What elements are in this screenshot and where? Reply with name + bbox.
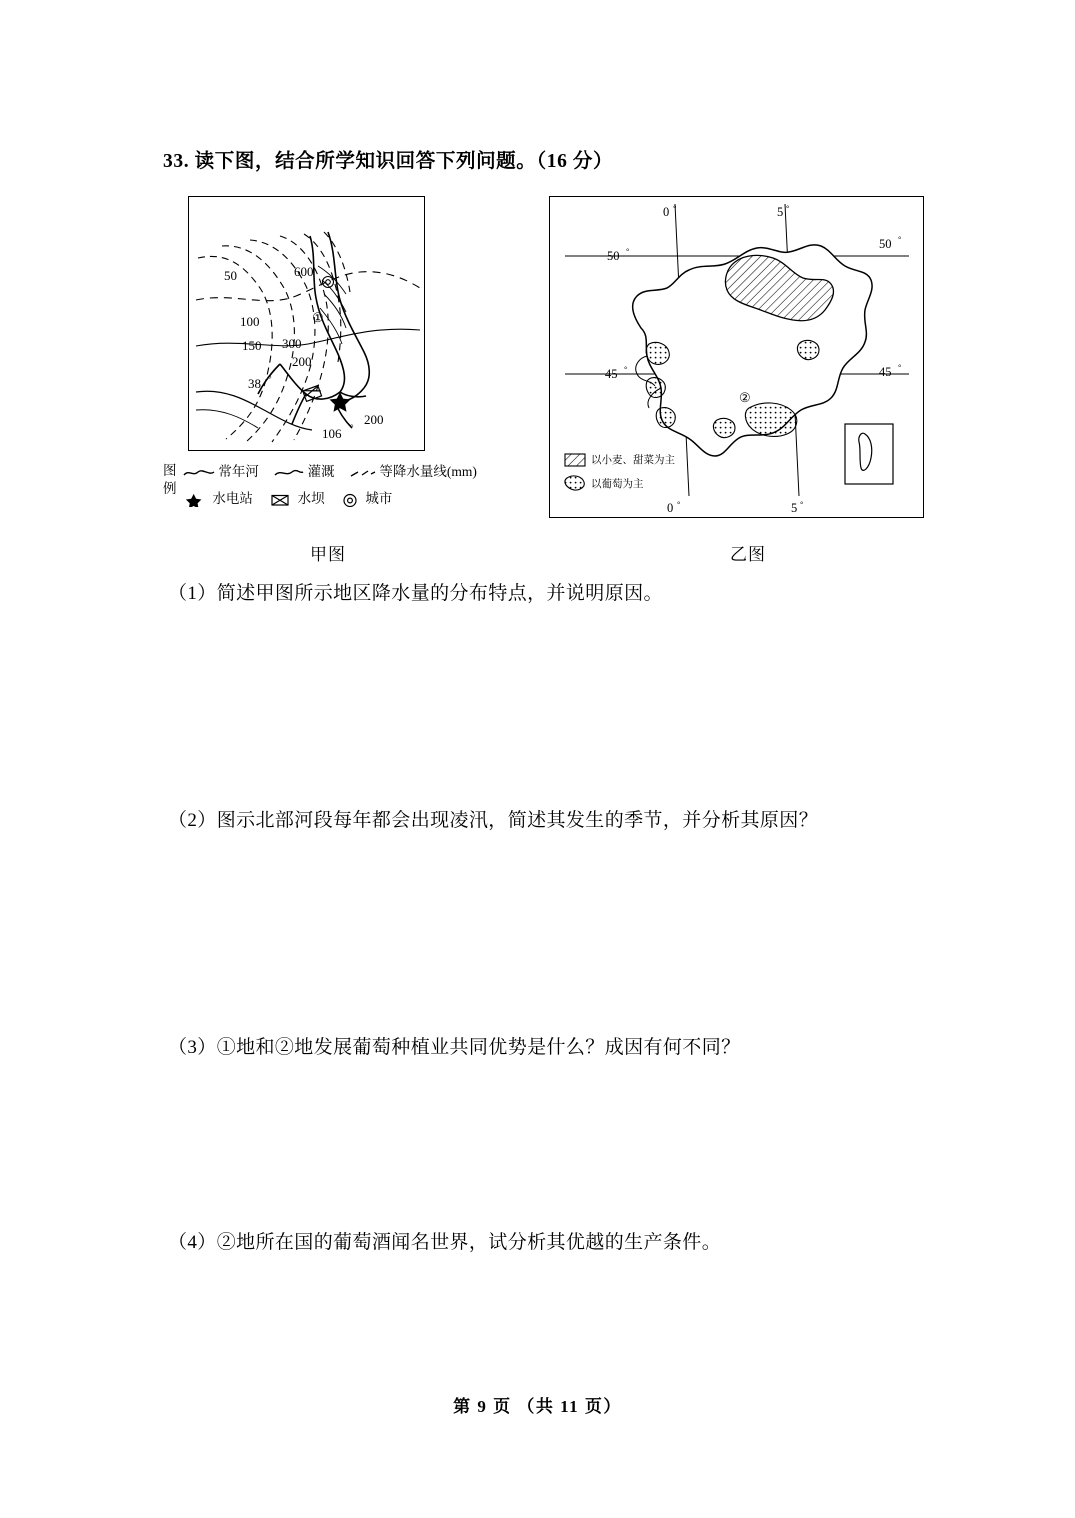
sub-question-3: （3）①地和②地发展葡萄种植业共同优势是什么？成因有何不同？ [168,1037,741,1058]
figure-right [549,196,924,518]
page-footer: 第 9 页 （共 11 页） [453,1397,622,1416]
sub-question-4: （4）②地所在国的葡萄酒闻名世界，试分析其优越的生产条件。 [168,1232,722,1253]
legend-left-title: 图例 [163,463,177,496]
legend-left-item-4 [268,489,324,509]
figure-left-caption: 甲图 [310,545,346,564]
svg-text:°: ° [624,364,628,374]
figure-right-caption: 乙图 [730,545,766,564]
svg-text:45: 45 [605,367,618,381]
question-stem: 读下图，结合所学知识回答下列问题。（16 分） [194,151,614,172]
dam-icon [268,493,294,507]
figure-right-drawing [549,196,924,518]
svg-text:°: ° [350,423,354,433]
svg-text:50: 50 [607,249,620,263]
svg-text:150: 150 [242,338,262,353]
legend-left-item-5-label: 城市 [365,491,393,506]
svg-text:①: ① [312,310,324,325]
sub-question-1: （1）简述甲图所示地区降水量的分布特点，并说明原因。 [168,583,663,604]
svg-text:°: ° [677,499,681,509]
legend-left-item-1-label: 灌溉 [307,464,335,479]
svg-text:200: 200 [364,412,384,427]
svg-text:0: 0 [667,501,674,515]
svg-text:50: 50 [224,268,237,283]
dashed-line-icon [350,467,376,479]
svg-text:5: 5 [791,501,798,515]
wavy-line-icon [274,467,304,479]
svg-text:100: 100 [240,314,260,329]
svg-text:200: 200 [292,354,312,369]
sub-question-2: （2）图示北部河段每年都会出现凌汛，简述其发生的季节，并分析其原因？ [168,810,819,831]
svg-text:②: ② [739,390,751,405]
legend-left-item-4-label: 水坝 [297,491,325,506]
figure-left [188,196,425,451]
legend-left-item-2-label: 等降水量线(mm) [379,464,477,479]
legend-left-item-0-label: 常年河 [218,464,259,479]
svg-text:°: ° [898,362,902,372]
legend-left-item-0 [183,462,259,482]
svg-text:45: 45 [879,365,892,379]
svg-text:600: 600 [294,264,314,279]
question-heading [163,145,613,173]
svg-text:106: 106 [322,426,342,441]
legend-left-item-2 [350,462,477,482]
legend-left [163,462,477,514]
question-number: 33. [163,151,190,172]
svg-text:5: 5 [777,205,784,219]
svg-text:°: ° [786,203,790,213]
svg-text:°: ° [898,234,902,244]
svg-text:38: 38 [248,376,261,391]
svg-text:50: 50 [879,237,892,251]
legend-left-item-1 [274,462,334,482]
svg-text:°: ° [626,246,630,256]
star-icon [183,493,209,507]
svg-text:0: 0 [663,205,670,219]
svg-text:°: ° [268,374,272,384]
svg-text:300: 300 [282,336,302,351]
legend-right-item-0-label: 以小麦、甜菜为主 [591,455,675,466]
wavy-line-icon [183,467,215,479]
figure-left-drawing [188,196,425,451]
legend-right-item-1-label: 以葡萄为主 [591,479,644,490]
svg-text:°: ° [800,499,804,509]
figure-right-legend [565,454,585,490]
svg-text:°: ° [673,203,677,213]
city-circle-icon [340,493,362,507]
legend-left-item-3 [183,489,253,509]
legend-left-item-5 [340,489,392,509]
legend-left-item-3-label: 水电站 [212,491,253,506]
